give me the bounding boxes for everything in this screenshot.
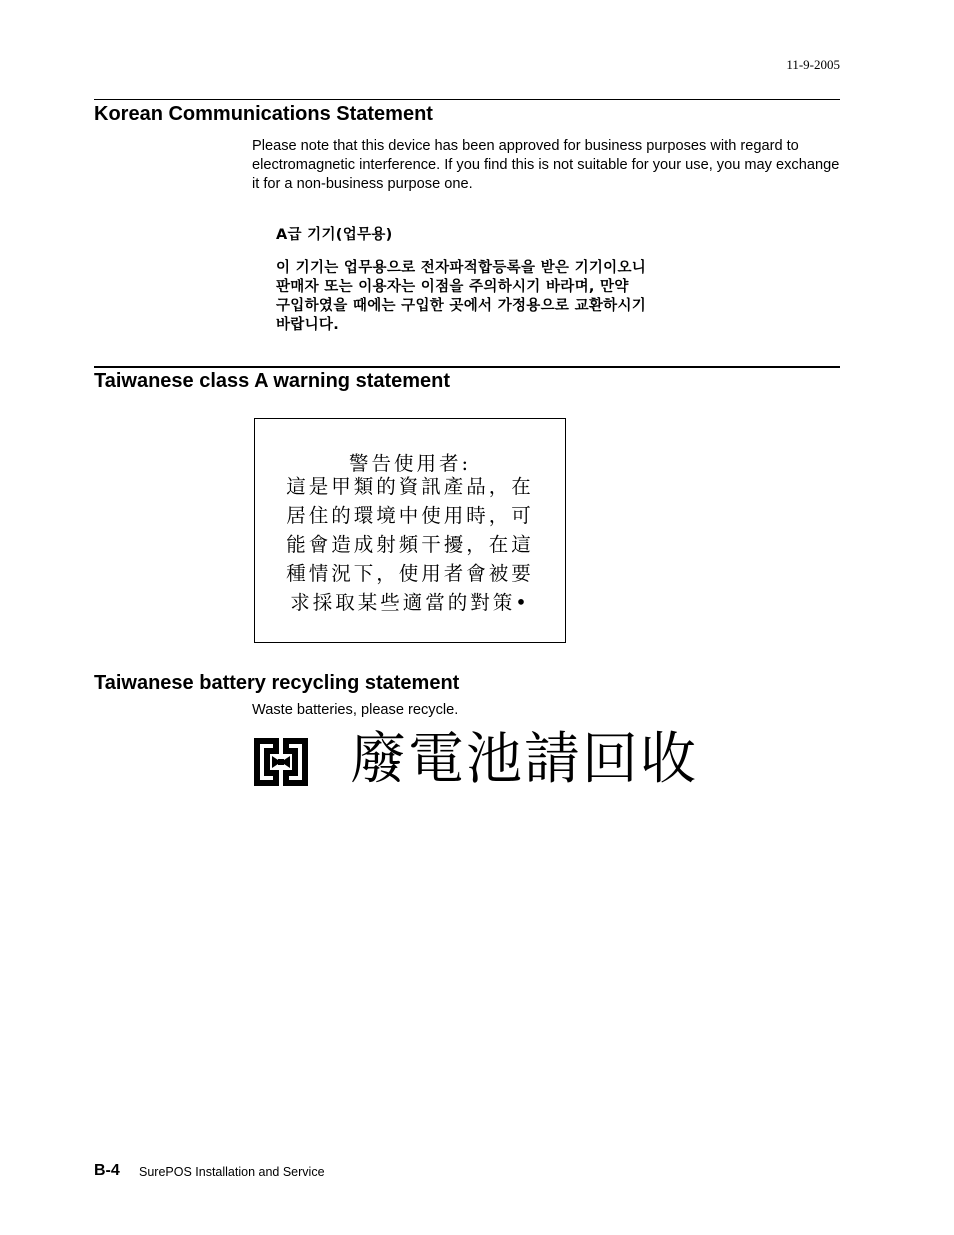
korean-notice-line: 구입하였을 때에는 구입한 곳에서 가정용으로 교환하시기 — [276, 298, 647, 314]
warning-box-line: 種情況下，使用者會被要 — [286, 562, 534, 585]
korean-section-body: Please note that this device has been approved for business purposes with regard to electromagnetic interference. If you find this is not suitable for your use, you may exchange it for a non-business purpose one. — [252, 138, 840, 192]
warning-box-line: 居住的環境中使用時，可 — [286, 504, 534, 527]
warning-box-line: 能會造成射頻干擾，在這 — [286, 533, 534, 556]
recycle-text: 廢電池請回收 — [350, 727, 698, 792]
taiwan-battery-body: Waste batteries, please recycle. — [252, 702, 459, 718]
section-divider — [94, 366, 840, 368]
korean-notice-title: A급 기기(업무용) — [276, 227, 393, 243]
section-divider — [94, 99, 840, 100]
battery-recycle-icon — [254, 738, 308, 786]
korean-section-heading: Korean Communications Statement — [94, 103, 433, 125]
taiwan-warning-heading: Taiwanese class A warning statement — [94, 370, 451, 392]
page-number: B-4 — [94, 1162, 120, 1179]
warning-box-line: 求採取某些適當的對策• — [290, 591, 530, 614]
korean-notice-line: 이 기기는 업무용으로 전자파적합등록을 받은 기기이오니 — [276, 260, 647, 276]
warning-box-line: 這是甲類的資訊產品，在 — [286, 475, 534, 498]
warning-box-line: 警告使用者: — [348, 452, 472, 475]
page-date: 11-9-2005 — [786, 57, 840, 72]
taiwan-battery-heading: Taiwanese battery recycling statement — [94, 672, 460, 694]
korean-notice-text — [276, 259, 646, 335]
korean-notice-line: 판매자 또는 이용자는 이점을 주의하시기 바라며, 만약 — [276, 279, 629, 295]
korean-notice-line: 바랍니다. — [276, 317, 340, 333]
book-title: SurePOS Installation and Service — [139, 1165, 325, 1179]
taiwan-warning-box — [254, 418, 566, 643]
